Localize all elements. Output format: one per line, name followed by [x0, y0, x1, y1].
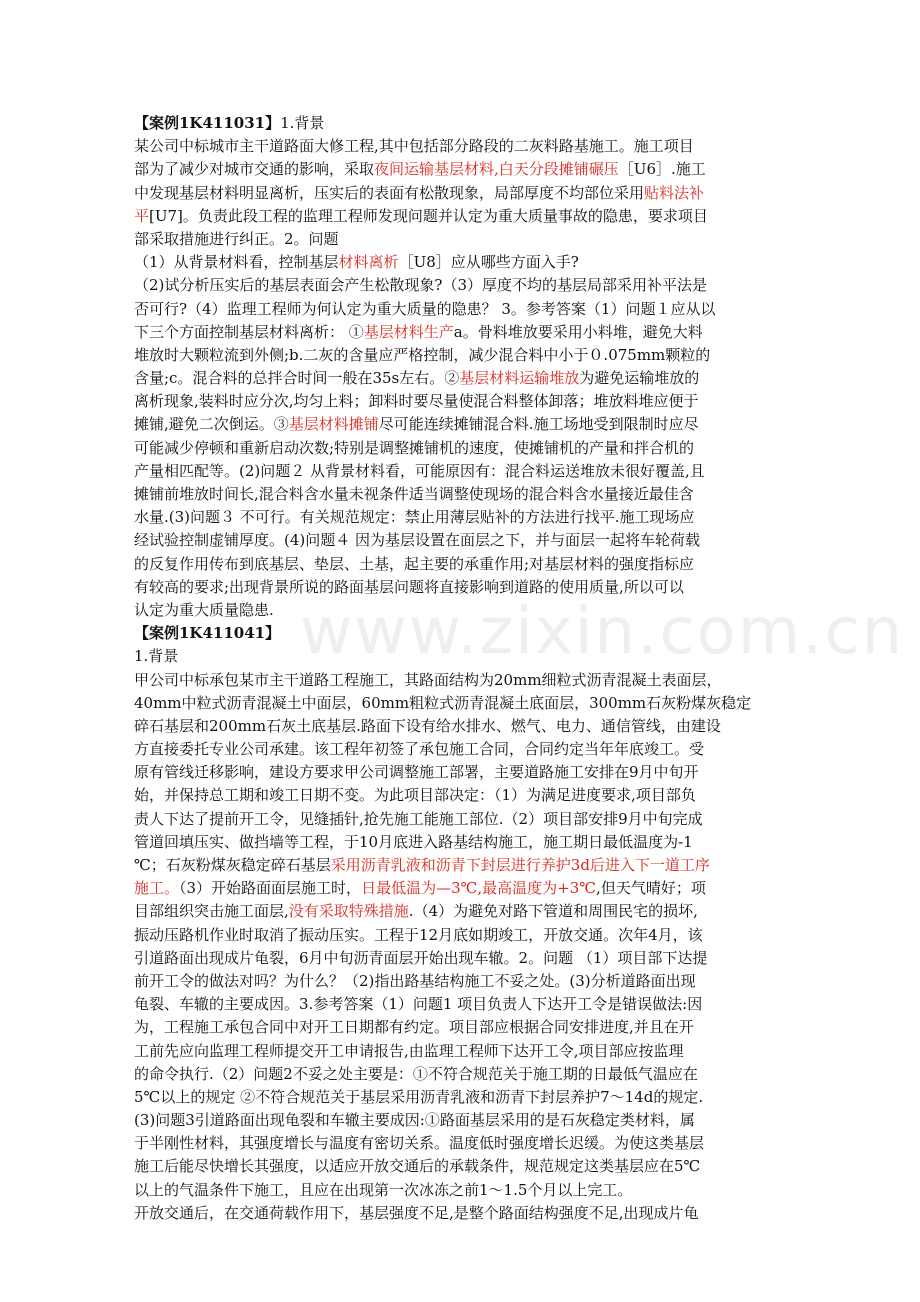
text-span: （3）开始路面面层施工时， — [179, 879, 362, 898]
text-line — [134, 274, 794, 297]
text-span: 含量;c。混合料的总拌合时间一般在35s左右。② — [134, 369, 460, 388]
highlighted-text: 日最低温为—3℃,最高温度为+3℃ — [361, 879, 597, 898]
text-span: 中发现基层材料明显离析，压实后的表面有松散现象，局部厚度不均部位采用 — [134, 183, 645, 202]
text-line — [134, 413, 794, 436]
text-line — [134, 854, 794, 877]
text-line — [134, 344, 794, 367]
text-span: ℃；石灰粉煤灰稳定碎石基层 — [134, 856, 331, 874]
text-line — [134, 831, 794, 854]
text-span: 摊铺前堆放时间长,混合料含水量未视条件适当调整使现场的混合料含水量接近最佳含 — [134, 485, 694, 503]
document-body — [134, 112, 794, 1225]
text-span: 离析现象,装料时应分次,均匀上料；卸料时要尽量使混合料整体卸落；堆放料堆应便于 — [134, 392, 699, 411]
text-span: 部为了减少对城市交通的影响，采取 — [134, 160, 375, 179]
case-heading: 【案例1K411031】 — [134, 114, 281, 132]
text-line — [134, 1155, 794, 1178]
highlighted-text: 贴料法补 — [644, 183, 705, 202]
text-line — [134, 228, 794, 251]
text-span: 的反复作用传布到底基层、垫层、土基，起主要的承重作用;对基层材料的强度指标应 — [134, 554, 695, 573]
text-line — [134, 182, 794, 205]
text-line — [134, 112, 794, 135]
text-span: 原有管线迁移影响，建设方要求甲公司调整施工部署，主要道路施工安排在9月中旬开 — [134, 763, 699, 782]
text-line — [134, 645, 794, 668]
text-line — [134, 251, 794, 274]
text-span: 40mm中粒式沥青混凝土中面层，60mm粗粒式沥青混凝土底面层，300mm石灰粉煤灰稳定 — [134, 693, 752, 712]
text-span: （1）从背景材料看，控制基层 — [134, 253, 339, 272]
text-span: 为避免运输堆放的 — [579, 369, 700, 388]
text-span: 开放交通后，在交通荷载作用下，基层强度不足,是整个路面结构强度不足,出现成片龟 — [134, 1203, 699, 1222]
text-line — [134, 1202, 794, 1225]
text-span: 1.背景 — [280, 114, 325, 132]
text-span: 尽可能连续摊铺混合料.施工场地受到限制时应尽 — [378, 415, 699, 434]
text-line — [134, 367, 794, 390]
text-line — [134, 715, 794, 738]
text-span: 下三个方面控制基层材料离析： ① — [134, 322, 364, 341]
text-span: 为，工程施工承包合同中对开工日期都有约定。项目部应根据合同安排进度,并且在开 — [134, 1018, 694, 1037]
text-span: ［U6］.施工 — [618, 160, 706, 179]
text-line — [134, 135, 794, 158]
text-line — [134, 529, 794, 552]
text-span: 摊铺,避免二次倒运。③ — [134, 415, 289, 434]
text-line — [134, 900, 794, 923]
text-line — [134, 1063, 794, 1086]
text-line — [134, 460, 794, 483]
text-line — [134, 1179, 794, 1202]
text-line — [134, 784, 794, 807]
text-line — [134, 1109, 794, 1132]
text-span: 可能减少停顿和重新启动次数;特别是调整摊铺机的速度，使摊铺机的产量和拌合机的 — [134, 438, 695, 457]
text-span: 经试验控制虚铺厚度。(4)问题４ 因为基层设置在面层之下，并与面层一起将车轮荷载 — [134, 531, 701, 550]
case-heading: 【案例1K411041】 — [134, 624, 281, 643]
text-span: 有较高的要求;出现背景所说的路面基层问题将直接影响到道路的使用质量,所以可以 — [134, 577, 684, 596]
text-span: 以上的气温条件下施工，且应在出现第一次冰冻之前1～1.5个月以上完工。 — [134, 1180, 633, 1199]
text-span: 责人下达了提前开工令，见缝插针,抢先施工能施工部位.（2）项目部安排9月中旬完成 — [134, 809, 703, 828]
text-line — [134, 993, 794, 1016]
text-span: 引道路面出现成片龟裂，6月中旬沥青面层开始出现车辙。2。问题 （1）项目部下达提 — [134, 948, 708, 967]
text-span: 前开工令的做法对吗？为什么？（2)指出路基结构施工不妥之处。(3)分析道路面出现 — [134, 971, 696, 990]
text-span: ［U8］应从哪些方面入手? — [398, 253, 579, 272]
text-line — [134, 506, 794, 529]
text-span: 水量.(3)问题３ 不可行。有关规范规定：禁止用薄层贴补的方法进行找平.施工现场应 — [134, 508, 695, 527]
highlighted-text: 基层材料生产 — [363, 322, 454, 341]
text-span: 5℃以上的规定 ②不符合规范关于基层采用沥青乳液和沥青下封层养护7～14d的规定. — [134, 1087, 704, 1106]
text-span: .（4）为避免对路下管道和周围民宅的损坏, — [408, 902, 698, 921]
text-span: 碎石基层和200mm石灰土底基层.路面下设有给水排水、燃气、电力、通信管线，由建设 — [134, 716, 721, 735]
watermark: www.zixin.com.cn — [300, 595, 905, 669]
text-span: 方直接委托专业公司承建。该工程年初签了承包施工合同，合同约定当年年底竣工。受 — [134, 740, 705, 759]
text-span: a。骨料堆放要采用小料堆，避免大料 — [453, 322, 703, 341]
highlighted-text: 平 — [134, 206, 150, 225]
text-line — [134, 808, 794, 831]
text-span: 工前先应向监理工程师提交开工申请报告,由监理工程师下达开工令,项目部应按监理 — [134, 1041, 684, 1060]
text-line — [134, 669, 794, 692]
text-span: ,但天气晴好；项 — [596, 879, 706, 898]
text-span: (3)问题3引道路面出现龟裂和车辙主要成因:①路面基层采用的是石灰稳定类材料，属 — [134, 1111, 695, 1130]
highlighted-text: 基层材料摊铺 — [288, 415, 379, 434]
text-span: 否可行?（4）监理工程师为何认定为重大质量的隐患？ 3。参考答案（1）问题１应从以 — [134, 299, 716, 318]
text-line — [134, 576, 794, 599]
text-line — [134, 483, 794, 506]
highlighted-text: 材料离析 — [338, 253, 399, 272]
text-span: 部采取措施进行纠正。2。问题 — [134, 229, 339, 248]
text-span: 于半刚性材料，其强度增长与温度有密切关系。温度低时强度增长迟缓。为使这类基层 — [134, 1134, 705, 1153]
text-line — [134, 947, 794, 970]
text-line — [134, 970, 794, 993]
text-span: [U7]。负责此段工程的监理工程师发现问题并认定为重大质量事故的隐患，要求项目 — [149, 206, 708, 225]
text-line — [134, 1086, 794, 1109]
text-line — [134, 205, 794, 228]
text-span: 施工后能尽快增长其强度，以适应开放交通后的承载条件，规范规定这类基层应在5℃ — [134, 1157, 701, 1176]
text-line — [134, 761, 794, 784]
text-line — [134, 877, 794, 900]
text-span: 始，并保持总工期和竣工日期不变。为此项目部决定：（1）为满足进度要求,项目部负 — [134, 786, 696, 805]
text-span: （2)试分析压实后的基层表面会产生松散现象?（3）厚度不均的基层局部采用补平法是 — [134, 276, 707, 295]
text-line — [134, 437, 794, 460]
highlighted-text: 施工。 — [134, 879, 180, 898]
highlighted-text: 夜间运输基层材料,白天分段摊铺碾压 — [374, 160, 619, 179]
text-line — [134, 599, 794, 622]
text-line — [134, 738, 794, 761]
text-span: 某公司中标城市主干道路面大修工程,其中包括部分路段的二灰料路基施工。施工项目 — [134, 137, 694, 156]
text-span: 管道回填压实、做挡墙等工程，于10月底进入路基结构施工，施工期日最低温度为-1 — [134, 832, 693, 851]
text-line — [134, 321, 794, 344]
text-line — [134, 1132, 794, 1155]
text-line — [134, 1016, 794, 1039]
text-span: 堆放时大颗粒流到外侧;b.二灰的含量应严格控制，减少混合料中小于０.075mm颗粒的 — [134, 345, 711, 364]
text-span: 目部组织突击施工面层, — [134, 902, 289, 921]
text-span: 龟裂、车辙的主要成因。3.参考答案（1）问题1 项目负责人下达开工令是错误做法:因 — [134, 995, 703, 1014]
text-span: 产量相匹配等。(2)问题２ 从背景材料看，可能原因有：混合料运送堆放未很好覆盖,且 — [134, 461, 705, 480]
text-line — [134, 553, 794, 576]
text-span: 认定为重大质量隐患. — [134, 600, 274, 619]
text-line — [134, 298, 794, 321]
highlighted-text: 采用沥青乳液和沥青下封层进行养护3d后进入下一道工序 — [330, 856, 710, 874]
text-line — [134, 622, 794, 645]
text-line — [134, 692, 794, 715]
text-span: 1.背景 — [134, 647, 179, 666]
text-span: 的命令执行.（2）问题2不妥之处主要是：①不符合规范关于施工期的日最低气温应在 — [134, 1064, 698, 1083]
text-span: 振动压路机作业时取消了振动压实。工程于12月底如期竣工，开放交通。次年4月，该 — [134, 925, 703, 944]
highlighted-text: 基层材料运输堆放 — [459, 369, 580, 388]
text-line — [134, 1040, 794, 1063]
text-span: 甲公司中标承包某市主干道路工程施工，其路面结构为20mm细粒式沥青混凝土表面层， — [134, 670, 722, 689]
text-line — [134, 158, 794, 181]
highlighted-text: 没有采取特殊措施 — [288, 902, 409, 921]
text-line — [134, 924, 794, 947]
text-line — [134, 390, 794, 413]
